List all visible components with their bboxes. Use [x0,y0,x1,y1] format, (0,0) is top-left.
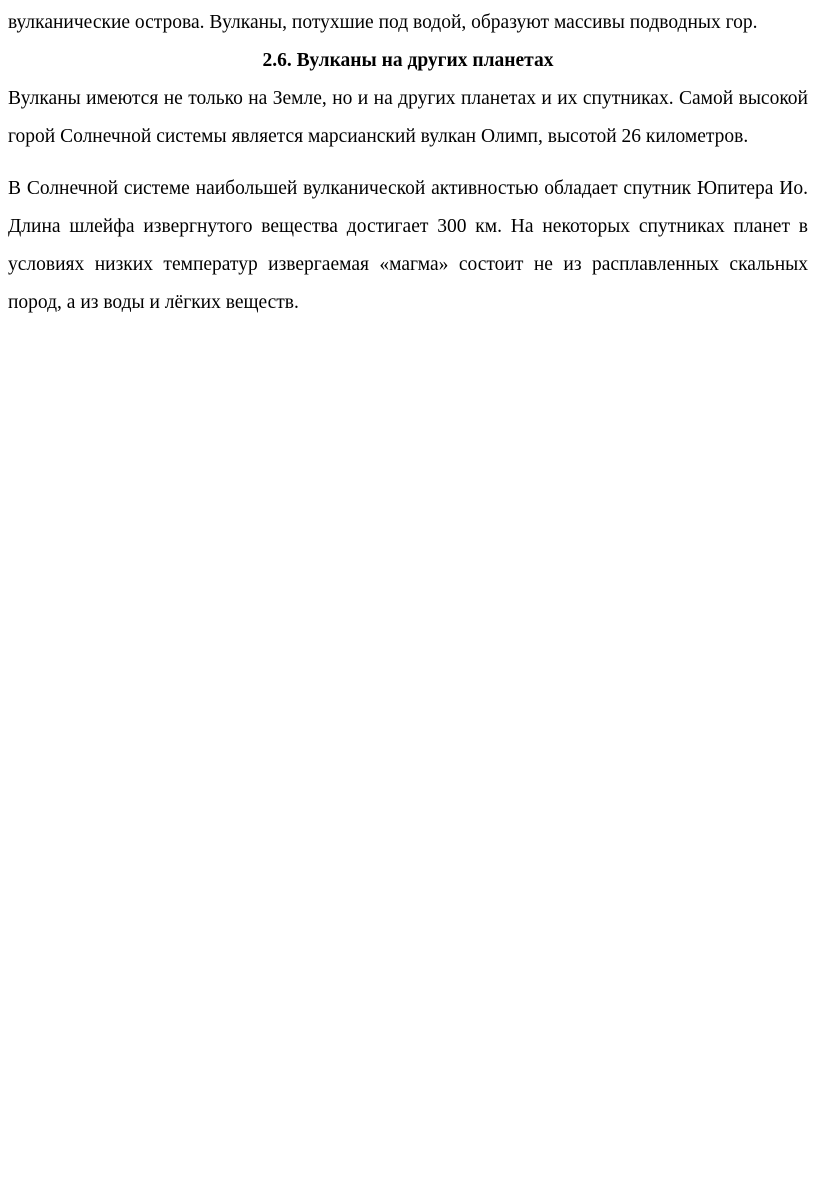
paragraph-other-planets: Вулканы имеются не только на Земле, но и на других планетах и их спутниках. Самой высокой горой Солнечной системы является марсианский вулкан Олимп, высотой 26 километров. [8,88,808,147]
page-content [8,0,808,322]
paragraph-intro-continued: вулканические острова. Вулканы, потухшие под водой, образуют массивы подводных гор. [8,12,758,33]
paragraph-spacer [8,156,808,170]
paragraph-io: В Солнечной системе наибольшей вулканической активностью обладает спутник Юпитера Ио. Длина шлейфа извергнутого вещества достигает 300 км. На некоторых спутниках планет в условиях низких температур извергаемая «магма» состоит не из расплавленных скальных пород, а из воды и лёгких веществ. [8,178,808,313]
section-heading-2-6: 2.6. Вулканы на других планетах [262,50,554,71]
